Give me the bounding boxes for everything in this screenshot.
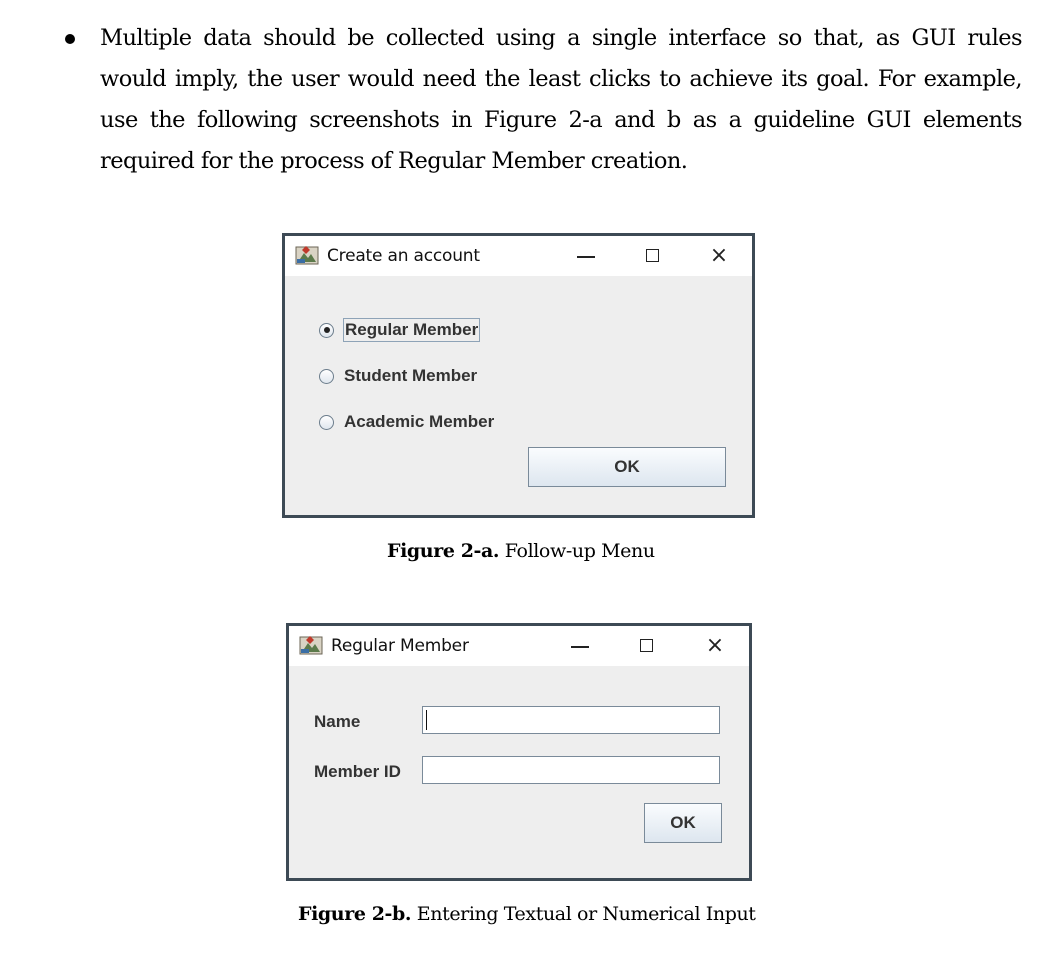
radio-label: Student Member <box>344 366 478 385</box>
radio-button[interactable] <box>319 415 334 430</box>
figure-2a-caption <box>387 540 655 562</box>
regular-member-window <box>286 623 752 881</box>
bullet-paragraph <box>62 18 1022 182</box>
caption-label: Figure 2-b. <box>298 903 412 925</box>
radio-label: Academic Member <box>344 412 495 431</box>
caption-text: Follow-up Menu <box>499 540 655 562</box>
caption-label: Figure 2-a. <box>387 540 500 562</box>
radio-student-member[interactable] <box>319 365 478 387</box>
radio-academic-member[interactable] <box>319 411 495 433</box>
close-icon[interactable]: × <box>705 633 725 658</box>
maximize-icon[interactable] <box>643 246 663 266</box>
ok-button[interactable]: OK <box>528 447 726 487</box>
radio-label: Regular Member <box>343 318 480 342</box>
create-account-window <box>282 233 755 518</box>
ok-button[interactable]: OK <box>644 803 722 843</box>
window-title: Create an account <box>327 246 480 266</box>
window-titlebar[interactable] <box>289 626 749 666</box>
maximize-icon[interactable] <box>637 636 657 656</box>
text-caret <box>426 710 427 730</box>
caption-text: Entering Textual or Numerical Input <box>411 903 756 925</box>
name-input[interactable] <box>422 706 720 734</box>
radio-button[interactable] <box>319 369 334 384</box>
member-id-input[interactable] <box>422 756 720 784</box>
window-title: Regular Member <box>331 636 469 656</box>
window-titlebar[interactable] <box>285 236 752 276</box>
radio-button[interactable] <box>319 323 334 338</box>
figure-2b-caption <box>298 903 756 925</box>
name-label: Name <box>314 712 361 731</box>
minimize-icon[interactable] <box>576 246 596 266</box>
paragraph-text: Multiple data should be collected using a single interface so that, as GUI rules would imply, the user would need the least clicks to achieve its goal. For example, use the following screenshots in Figure 2-a and b as a guideline GUI elements required for the process of Regular Member creation. <box>100 25 1022 174</box>
java-app-icon <box>295 244 319 266</box>
bullet-icon <box>65 34 75 44</box>
java-app-icon <box>299 634 323 656</box>
minimize-icon[interactable] <box>570 636 590 656</box>
close-icon[interactable]: × <box>709 243 729 268</box>
member-id-label: Member ID <box>314 762 401 781</box>
radio-regular-member[interactable] <box>319 318 480 342</box>
